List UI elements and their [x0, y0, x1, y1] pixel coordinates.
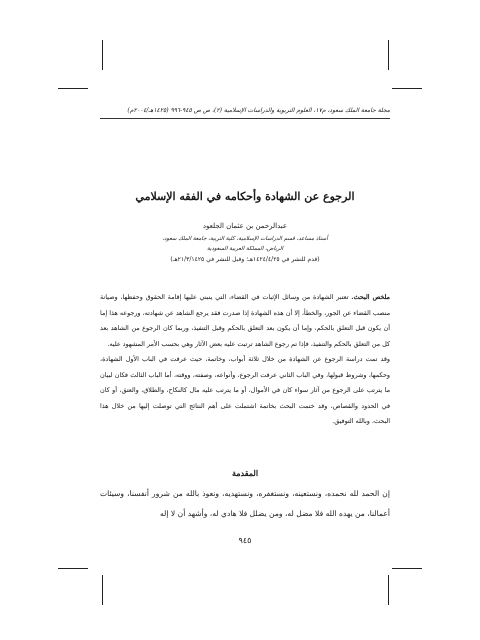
crop-mark — [388, 575, 389, 605]
author-name: عبدالرحمن بن عثمان الجلعود — [202, 222, 288, 230]
affiliation-line: أستاذ مساعد، قسم الدراسات الإسلامية، كلية التربية، جامعة الملك سعود، — [162, 236, 328, 242]
crop-mark — [58, 88, 88, 89]
section-heading: المقدمة — [231, 468, 259, 478]
abstract-paragraph: وقد تمت دراسة الرجوع عن الشهادة من خلال ثلاثة أبواب، وخاتمة، حيث عرفت في الباب الأول الشهادة، وحكمها، وشروط قبولها، وفي الباب الثاني عرفت الرجوع، وأنواعه، وصفته، ووقته، أما الباب الثالث فكان لبيان ما يترتب على الرجوع من آثار سواء كان في الأموال، أو ما يترتب عليه مال كالنكاح، والطلاق، والعتق، أو كان في الحدود والقصاص، وقد ختمت البحث بخاتمة اشتملت على أهم النتائج التي توصلت إليها من خلال هذا البحث، وبالله التوفيق. — [100, 355, 390, 425]
page-number: ٩٤٥ — [238, 536, 252, 545]
abstract — [100, 290, 390, 430]
article-title: الرجوع عن الشهادة وأحكامه في الفقه الإسلامي — [135, 190, 355, 203]
header-rule — [100, 118, 390, 119]
author-affiliation — [100, 234, 390, 254]
abstract-lead: ملخص البحث. — [351, 293, 390, 301]
crop-mark — [388, 40, 389, 70]
crop-mark — [102, 575, 103, 605]
affiliation-line: الرياض، المملكة العربية السعودية — [206, 246, 284, 252]
intro-paragraph: إن الحمد لله نحمده، ونستعينه، ونستغفره، ونستهديه، ونعوذ بالله من شرور أنفسنا، وسيئات أعمالنا، من يهده الله فلا مضل له، ومن يضلل فلا هادي له، وأشهد أن لا إله — [100, 489, 390, 518]
crop-mark — [392, 88, 422, 89]
abstract-paragraph — [100, 290, 390, 352]
introduction-text — [100, 484, 390, 524]
crop-mark — [102, 40, 103, 70]
submission-dates: (قدم للنشر في ١٤٢٤/٤/٢٥هـ؛ وقبل للنشر في ٢١/٣/١٤٢٥هـ) — [170, 256, 320, 263]
abstract-text: تعتبر الشهادة من وسائل الإثبات في القضاء، التي ينبني عليها إقامة الحقوق وحفظها، وصيانة منصب القضاء عن الجور، والخطأ، إلا أن هذه الشهادة إذا صدرت فقد يرجع الشاهد عن شهادته، ورجوعه هذا إما أن يكون قبل التعلق بالحكم، وإما أن يكون بعد التعلق بالحكم وقبل التنفيذ، وربما كان الرجوع من الشاهد بعد كل من التعلق بالحكم والتنفيذ، فإذا تم رجوع الشاهد ترتبت عليه بعض الآثار وهي بحسب الأمر المشهود عليه. — [100, 293, 390, 348]
crop-mark — [392, 568, 422, 569]
running-head: مجلة جامعة الملك سعود، م١٧، العلوم التربوية والدراسات الإسلامية (٢)، ص ص ٩٤٥-٩٩٦ (١٤٢٥هـ/٢٠٠٤م) — [127, 107, 390, 114]
crop-mark — [58, 568, 88, 569]
